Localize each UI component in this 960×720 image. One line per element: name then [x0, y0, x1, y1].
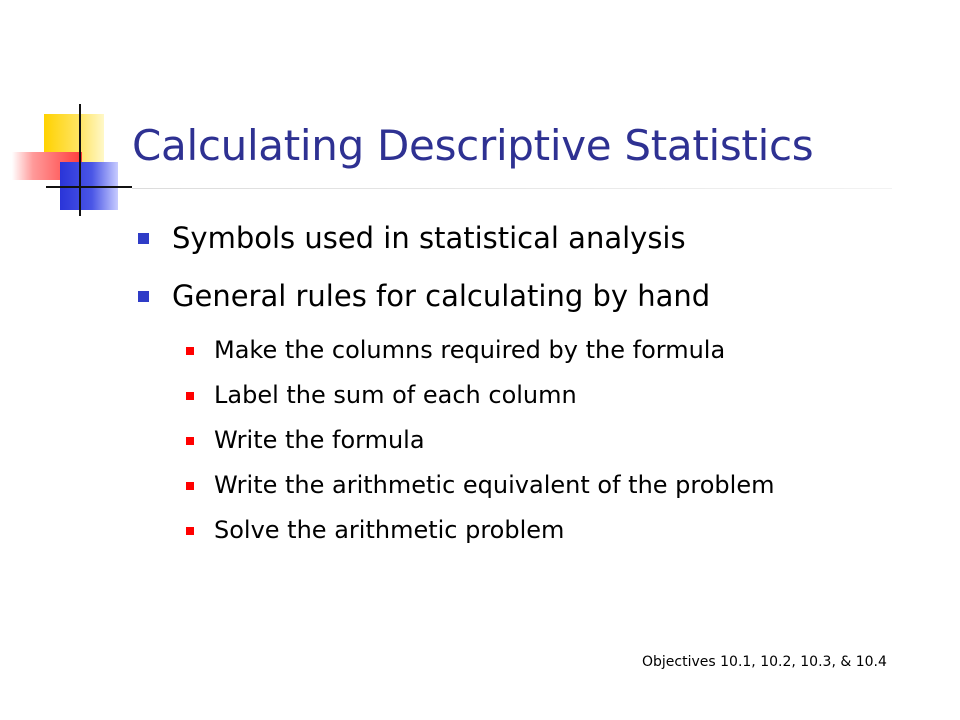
sub-bullet-item: [184, 516, 924, 545]
square-bullet-icon: [138, 291, 149, 302]
main-bullet-list: [136, 220, 916, 314]
objectives-footer: Objectives 10.1, 10.2, 10.3, & 10.4: [642, 654, 887, 670]
slide-title: Calculating Descriptive Statistics: [132, 121, 814, 170]
sub-bullet-item: [184, 381, 924, 410]
sub-bullet-text: Solve the arithmetic problem: [214, 516, 565, 544]
square-bullet-icon: [138, 233, 149, 244]
bullet-item: [136, 278, 916, 314]
horizontal-line: [46, 186, 132, 188]
sub-bullet-text: Make the columns required by the formula: [214, 336, 726, 364]
sub-bullet-item: [184, 336, 924, 365]
sub-bullet-text: Write the formula: [214, 426, 425, 454]
square-bullet-icon: [186, 527, 194, 535]
square-bullet-icon: [186, 347, 194, 355]
bullet-text: General rules for calculating by hand: [172, 279, 711, 313]
sub-bullet-item: [184, 426, 924, 455]
decorative-squares-logo: [0, 0, 150, 230]
bullet-item: [136, 220, 916, 256]
vertical-line: [79, 104, 81, 216]
sub-bullet-item: [184, 471, 924, 500]
square-bullet-icon: [186, 482, 194, 490]
sub-bullet-text: Label the sum of each column: [214, 381, 577, 409]
square-bullet-icon: [186, 437, 194, 445]
bullet-text: Symbols used in statistical analysis: [172, 221, 686, 255]
square-bullet-icon: [186, 392, 194, 400]
sub-bullet-list: [184, 336, 924, 561]
title-underline: [132, 188, 892, 189]
sub-bullet-text: Write the arithmetic equivalent of the problem: [214, 471, 775, 499]
